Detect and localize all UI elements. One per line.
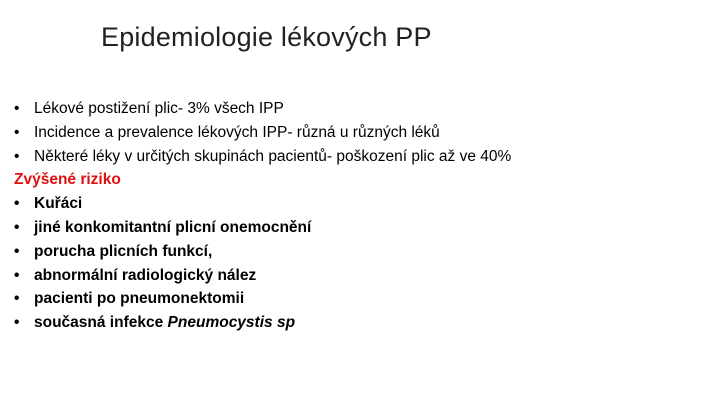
risk-bullet-item <box>14 311 704 335</box>
pathogen-name: Pneumocystis sp <box>167 314 296 332</box>
risk-bullet-item <box>14 192 704 216</box>
bullet-icon: • <box>14 123 20 141</box>
risk-bullet-item <box>14 216 704 240</box>
risk-bullet-text: pacienti po pneumonektomii <box>34 290 245 308</box>
bullet-text: Lékové postižení plic- 3% všech IPP <box>34 100 284 117</box>
risk-bullet-text: současná infekce <box>34 314 168 332</box>
risk-bullet-text: Kuřáci <box>34 195 83 213</box>
bullet-item <box>14 97 704 121</box>
slide-body <box>14 97 704 335</box>
bullet-icon: • <box>14 314 20 332</box>
risk-bullet-text: jiné konkomitantní plicní onemocnění <box>34 218 312 236</box>
bullet-icon: • <box>14 290 20 308</box>
bullet-icon: • <box>14 147 20 165</box>
bullet-item <box>14 121 704 145</box>
bullet-text: Některé léky v určitých skupinách pacientů- poškození plic až ve 40% <box>34 147 512 165</box>
risk-bullet-item <box>14 264 704 288</box>
risk-bullet-item <box>14 287 704 311</box>
bullet-icon: • <box>14 266 20 284</box>
risk-bullet-text: abnormální radiologický nález <box>34 266 257 284</box>
bullet-text: Incidence a prevalence lékových IPP- různá u různých léků <box>34 123 440 141</box>
slide-title: Epidemiologie lékových PP <box>101 22 432 52</box>
bullet-icon: • <box>14 242 20 260</box>
bullet-icon: • <box>14 218 20 236</box>
bullet-icon: • <box>14 100 20 117</box>
bullet-icon: • <box>14 195 20 213</box>
bullet-item <box>14 145 704 169</box>
risk-heading: Zvýšené riziko <box>14 171 121 189</box>
risk-bullet-item <box>14 240 704 264</box>
risk-bullet-text: porucha plicních funkcí, <box>34 242 213 260</box>
